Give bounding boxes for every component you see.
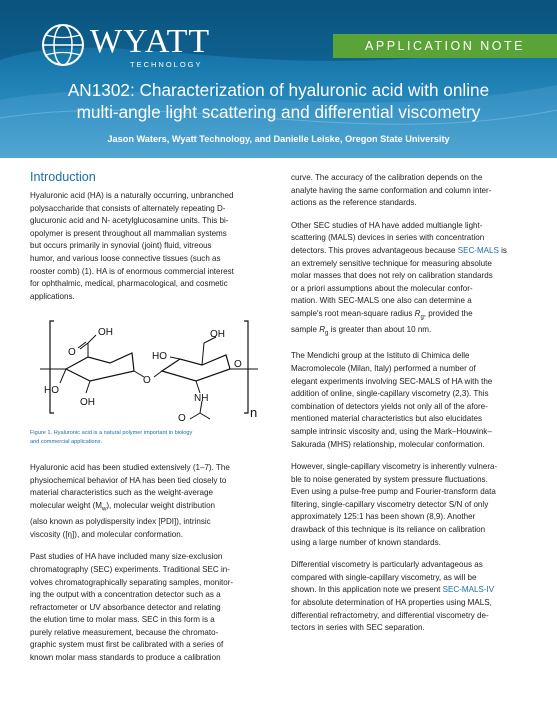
logo-wordmark: WYATT <box>90 23 211 60</box>
left-column <box>30 170 275 675</box>
introduction-heading: Introduction <box>30 170 96 184</box>
figure-1-caption: Figure 1. Hyaluronic acid is a natural polymer important in biology and commercial applications. <box>30 430 193 445</box>
wyatt-logo <box>40 22 240 72</box>
right-paragraph-2: Other SEC studies of HA have added multiangle light- scattering (MALS) devices in series with concentration detectors. This proves advantageous because SEC-MALS is an extremely sensitive technique for measuring absolute molar masses that does not rely on calibration standards or a priori assumptions about the molecular confor- mation. With SEC-MALS one also can determine a sample's root mean-square radius $R_g$, provided the sample $R_g$ is greater than about 10 nm. <box>291 220 507 337</box>
sec-mals-link[interactable]: SEC-MALS <box>457 245 499 255</box>
label-o-ring2: O <box>234 359 242 371</box>
right-paragraph-4: However, single-capillary viscometry is inherently vulnera- ble to noise generated by system pressure fluctuations. Even using a pulse-free pump and Fourier-transform data filtering, single-capillary viscometry detector S/N of only approximately 125:1 has been shown (8,9). Another drawback of this technique is its reliance on calibration using a large number of known standards. <box>291 462 498 547</box>
hyaluronic-acid-structure-figure <box>30 313 275 423</box>
label-nh: NH <box>194 393 209 405</box>
application-note-badge: APPLICATION NOTE <box>333 34 557 58</box>
right-column <box>291 172 536 645</box>
sec-mals-iv-link[interactable]: SEC-MALS-IV <box>442 585 495 595</box>
label-repeat-n: n <box>250 405 258 421</box>
label-ho-ring2: HO <box>152 351 167 363</box>
label-o-carboxyl: O <box>68 347 76 359</box>
document-title <box>20 79 537 123</box>
label-o-link: O <box>143 375 151 387</box>
title-line-1: AN1302: Characterization of hyaluronic acid with online <box>67 80 490 100</box>
label-oh-top-left: OH <box>98 327 113 339</box>
right-paragraph-1: curve. The accuracy of the calibration depends on the analyte having the same conformation and column inter- actions as the reference standards. <box>291 173 492 208</box>
intro-paragraph-1: Hyaluronic acid (HA) is a naturally occurring, unbranched polysaccharide that consists of alternately repeating D- glucuronic acid and N- acetylglucosamine units. This bi- opolymer is present throughout all mammalian systems but occurs primarily in synovial (joint) fluid, vitreous humor, and various loose connective tissues (such as rooster comb) (1). HA is of enormous commercial interest for ophthalmic, medical, pharmacological, and cosmetic applications. <box>30 191 234 301</box>
intro-paragraph-3: Past studies of HA have included many size-exclusion chromatography (SEC) experiments. Traditional SEC in- volves chromatographically separating samples, monitor- ing the output with a concentration detector such as a refractometer or UV absorbance detector and relating the elution time to molar mass. SEC in this form is a purely relative measurement, because the chromato- graphic system must first be calibrated with a series of known molar mass standards to produce a calibration <box>30 552 234 663</box>
globe-icon <box>40 22 86 68</box>
document-authors: Jason Waters, Wyatt Technology, and Danielle Leiske, Oregon State University <box>107 134 450 144</box>
right-paragraph-3: The Mendichi group at the Istituto di Chimica delle Macromolecole (Milan, Italy) performed a number of elegant experiments involving SEC-MALS of HA with the addition of online, single-capillary viscometry (2,3). This combination of detectors yields not only all of the afore- mentioned material characteristics but also elucidates sample intrinsic viscosity and, using the Mark–Houwink– Sakurada (MHS) relationship, molecular conformation. <box>291 351 493 449</box>
title-line-2: multi-angle light scattering and differential viscometry <box>76 102 481 122</box>
label-ho-left: HO <box>44 385 59 397</box>
label-oh-top-right: OH <box>210 329 225 341</box>
label-oh-bottom: OH <box>80 397 95 409</box>
logo-subtext: TECHNOLOGY <box>130 60 203 69</box>
intro-paragraph-2: Hyaluronic acid has been studied extensively (1–7). The physiochemical behavior of HA has been tied closely to material characteristics such as the weight-average molecular weight $(M_w)$, molecular weight distribution (also known as polydispersity index [PDI]), intrinsic viscosity ([η]), and molecular conformation. <box>30 463 230 539</box>
label-o-acetyl: O <box>178 413 186 424</box>
header-banner <box>0 0 557 158</box>
right-paragraph-5: Differential viscometry is particularly advantageous as compared with single-capillary viscometry, as will be shown. In this application note we present SEC-MALS-IV for absolute determination of HA properties using MALS, differential refractometry, and differential viscometry de- tectors in series with SEC separation. <box>291 560 495 633</box>
